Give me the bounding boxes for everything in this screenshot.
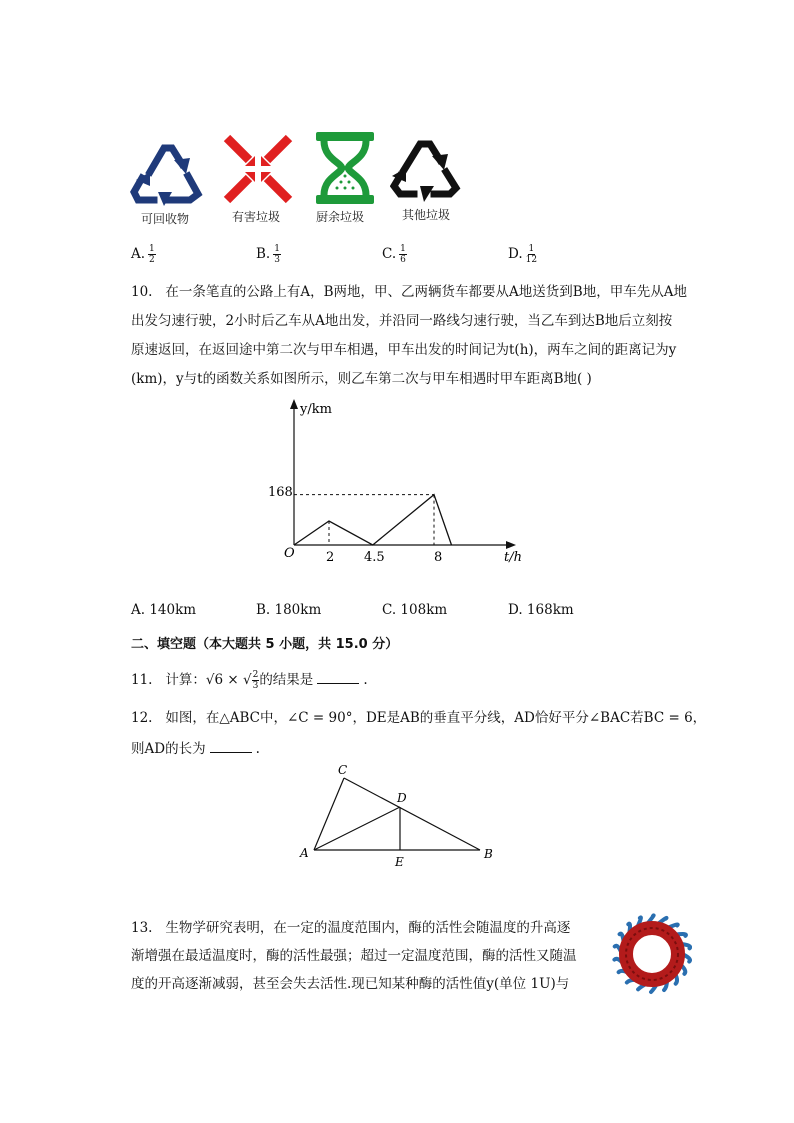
fraction: $\frac{2}{3}$	[252, 670, 259, 691]
distance-time-graph	[260, 395, 540, 575]
q9-option-d[interactable]: D. $\frac{1}{12}$	[508, 244, 538, 265]
y-axis-arrow	[290, 399, 298, 409]
icon-label-recyclable: 可回收物	[141, 212, 190, 226]
q10-line-2: 出发匀速行驶，2小时后乙车从A地出发，并沿同一路线匀速行驶，当乙车到达B地后立刻按	[131, 313, 673, 329]
label-d: D	[397, 791, 407, 805]
q12-line-1: 12. 如图，在△ABC中，∠C = 90°，DE是AB的垂直平分线，AD恰好平分∠BAC若BC = 6，	[131, 710, 707, 726]
origin-label: O	[284, 546, 295, 561]
q11-line: 11. 计算：√6 × √ $\frac{2}{3}$ 的结果是 .	[131, 670, 368, 691]
q10-option-a[interactable]: A. 140km	[131, 602, 197, 618]
enzyme-protein-image	[612, 906, 692, 1006]
q10-option-c[interactable]: C. 108km	[382, 602, 448, 618]
section-heading: 二、填空题（本大题共 5 小题，共 15.0 分）	[131, 637, 399, 652]
y-tick-168: 168	[268, 485, 293, 500]
recycle-arrows-icon	[128, 134, 208, 206]
label-a: A	[300, 846, 309, 860]
q12-line-2: 则AD的长为 .	[131, 741, 260, 757]
fraction: $\frac{1}{3}$	[274, 244, 280, 265]
q10-option-d[interactable]: D. 168km	[508, 602, 574, 618]
x-tick-8: 8	[434, 550, 443, 565]
segment-ad	[314, 807, 400, 850]
x-axis-arrow	[506, 541, 516, 549]
q9-option-a[interactable]: A. $\frac{1}{2}$	[131, 244, 155, 265]
triangle-figure	[296, 760, 506, 870]
question-number: 13.	[131, 920, 153, 936]
q10-option-b[interactable]: B. 180km	[256, 602, 322, 618]
x-axis-label: t/h	[504, 550, 522, 565]
icon-label-hazardous: 有害垃圾	[232, 210, 281, 224]
fraction: $\frac{1}{6}$	[400, 244, 406, 265]
q13-line-3: 度的开高逐渐减弱，甚至会失去活性.现已知某种酶的活性值y(单位 1U)与	[131, 976, 570, 992]
q10-line-1: 10. 在一条笔直的公路上有A，B两地，甲、乙两辆货车都要从A地送货到B地，甲车先从A地	[131, 284, 687, 300]
y-axis-label: y/km	[300, 402, 332, 417]
segment-ac	[314, 778, 344, 850]
fraction: $\frac{1}{2}$	[149, 244, 155, 265]
answer-blank[interactable]	[317, 671, 359, 684]
icon-label-kitchen: 厨余垃圾	[316, 210, 365, 224]
segment-cb	[344, 778, 480, 850]
answer-blank[interactable]	[210, 740, 252, 753]
label-e: E	[395, 855, 404, 869]
q10-line-3: 原速返回，在返回途中第二次与甲车相遇，甲车出发的时间记为t(h)，两车之间的距离记为y	[131, 342, 677, 358]
hazard-cross-icon	[223, 134, 293, 204]
q13-line-1: 13. 生物学研究表明，在一定的温度范围内，酶的活性会随温度的升高逐	[131, 920, 571, 936]
x-tick-4-5: 4.5	[364, 550, 385, 565]
recycle-icons-row	[128, 130, 468, 230]
label-b: B	[484, 847, 493, 861]
question-number: 11.	[131, 672, 153, 688]
label-c: C	[338, 763, 348, 777]
icon-label-other: 其他垃圾	[402, 208, 451, 222]
q9-option-b[interactable]: B. $\frac{1}{3}$	[256, 244, 280, 265]
q9-option-c[interactable]: C. $\frac{1}{6}$	[382, 244, 406, 265]
hourglass-icon	[316, 132, 374, 204]
q10-line-4: (km)，y与t的函数关系如图所示，则乙车第二次与甲车相遇时甲车距离B地( )	[131, 371, 592, 387]
fraction: $\frac{1}{12}$	[525, 244, 538, 265]
question-number: 12.	[131, 710, 153, 726]
series-line	[294, 495, 452, 545]
x-tick-2: 2	[326, 550, 335, 565]
q13-line-2: 渐增强在最适温度时，酶的活性最强；超过一定温度范围，酶的活性又随温	[131, 948, 577, 964]
other-recycle-icon	[390, 132, 462, 202]
question-number: 10.	[131, 284, 153, 300]
